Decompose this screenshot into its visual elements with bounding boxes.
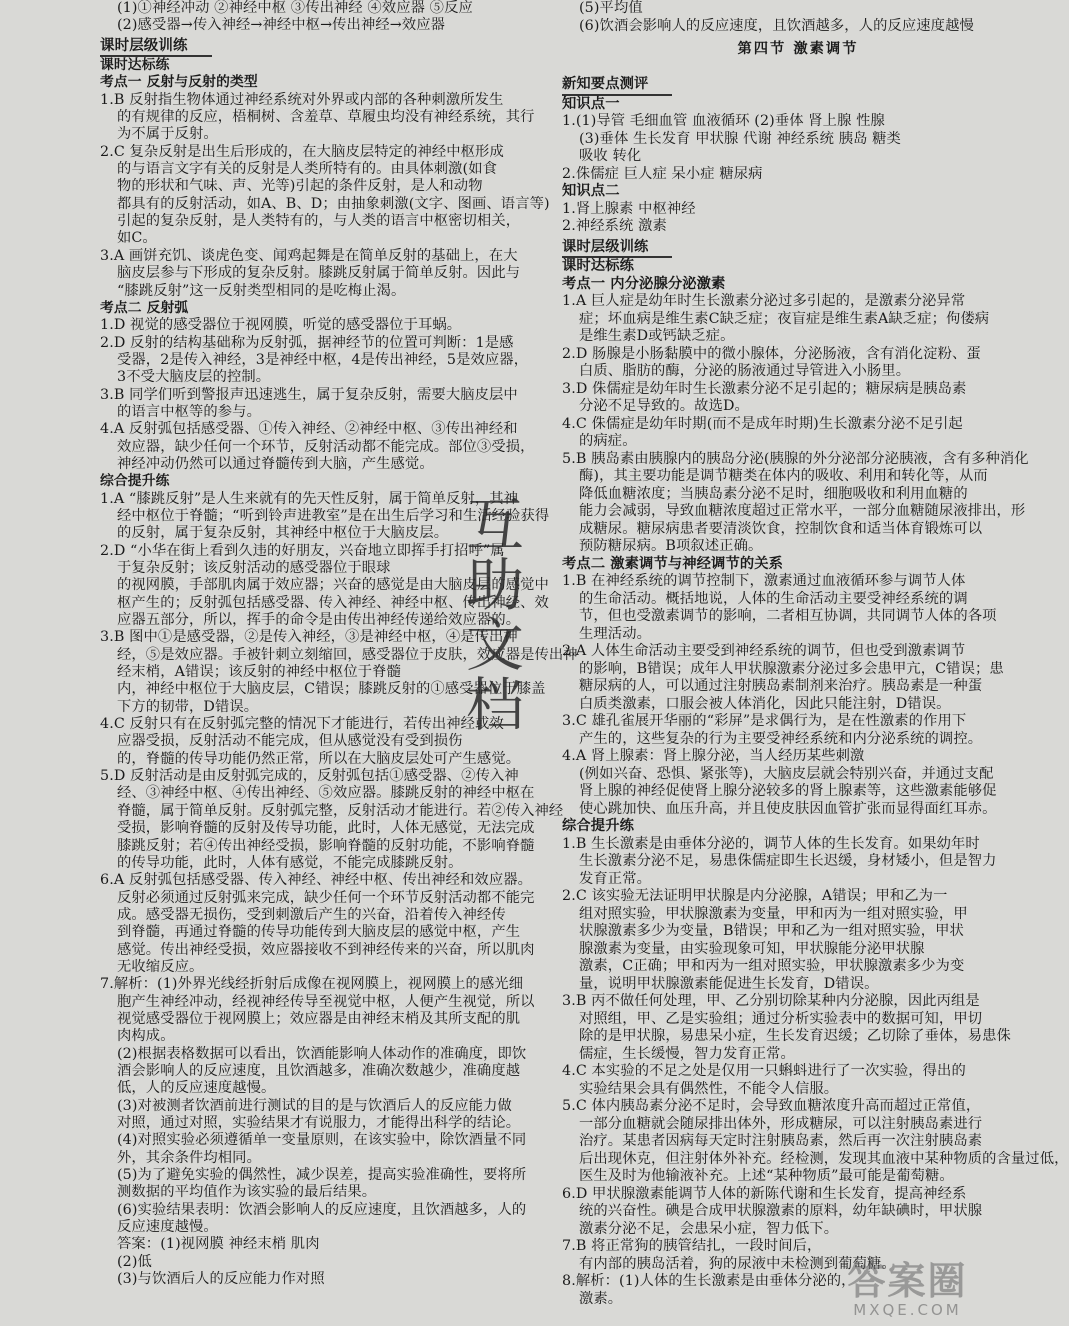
text-line: 使心跳加快、血压升高，并且使皮肤因血管扩张而显得面红耳赤。 xyxy=(579,800,997,817)
text-line: 效应器，缺少任何一个环节，反射活动都不能完成。部位③受损， xyxy=(117,438,535,455)
text-line: 生理活动。 xyxy=(579,625,651,642)
text-line: (3)与饮酒后人的反应能力作对照 xyxy=(117,1271,325,1288)
text-line: 的影响，B错误；成年人甲状腺激素分泌过多会患甲亢，C错误；患 xyxy=(579,660,1004,677)
text-line: 6.A 反射弧包括感受器、传入神经、神经中枢、传出神经和效应器。 xyxy=(100,872,533,889)
text-line: 3.C 雄孔雀展开华丽的“彩屏”是求偶行为，是在性激素的作用下 xyxy=(562,713,967,729)
text-line: 6.D 甲状腺激素能调节人体的新陈代谢和生长发育，提高神经系 xyxy=(562,1185,967,1202)
text-line: 对照组，甲、乙是实验组；通过分析实验表中的数据可知，甲切 xyxy=(579,1010,983,1027)
text-line: 的与语言文字有关的反射是人类所特有的。由具体刺激(如食 xyxy=(117,161,497,178)
text-line: 应器受损，反射活动不能完成，但从感觉没有受到损伤 xyxy=(117,733,463,750)
text-line: 脑皮层参与下形成的复杂反射。膝跳反射属于简单反射。因此与 xyxy=(117,265,521,282)
text-line: 产生的，这些复杂的行为主要受神经系统和内分泌系统的调控。 xyxy=(579,730,983,747)
text-line: 受损，影响脊髓的反射及传导功能，此时，人体无感觉，无法完成 xyxy=(117,820,535,837)
text-line: 的病症。 xyxy=(579,433,637,449)
section-heading: 知识点一 xyxy=(562,95,620,112)
text-line: 的视网膜，手部肌肉属于效应器；兴奋的感觉是由大脑皮层的感觉中 xyxy=(117,577,549,594)
text-line: 测数据的平均值作为该实验的最后结果。 xyxy=(117,1184,377,1201)
text-line: 枢产生的；反射弧包括感受器、传入神经、神经中枢、传出神经、效 xyxy=(117,594,549,611)
text-line: (例如兴奋、恐惧、紧张等)，大脑皮层就会特别兴奋，并通过支配 xyxy=(579,765,994,782)
text-line: 经、③神经中枢、④传出神经、⑤效应器。膝跳反射的神经中枢在 xyxy=(117,785,535,802)
text-line: 激素分泌不足，会患呆小症，智力低下。 xyxy=(579,1220,839,1237)
text-line: 5.C 体内胰岛素分泌不足时，会导致血糖浓度升高而超过正常值， xyxy=(562,1098,981,1114)
text-line: 实验结果会具有偶然性，不能令人信服。 xyxy=(579,1080,839,1097)
text-line: 外，其余条件均相同。 xyxy=(117,1149,261,1166)
text-line: 反应速度越慢。 xyxy=(117,1219,218,1236)
text-line: 1.B 反射指生物体通过神经系统对外界或内部的各种刺激所发生 xyxy=(100,91,504,108)
section-heading: 考点一 反射与反射的类型 xyxy=(100,74,258,91)
text-line: 有内部的胰岛活着，狗的尿液中未检测到葡萄糖。 xyxy=(579,1255,896,1272)
text-line: 4.A 肾上腺素：肾上腺分泌，当人经历某些刺激 xyxy=(562,748,865,764)
text-line: 肾上腺的神经促使肾上腺分泌较多的肾上腺素等，这些激素能够促 xyxy=(579,783,997,799)
logo-url: MXQE.COM xyxy=(853,1301,962,1319)
text-line: (2)感受器→传入神经→神经中枢→传出神经→效应器 xyxy=(117,17,446,34)
text-line: (3)垂体 生长发育 甲状腺 代谢 神经系统 胰岛 糖类 xyxy=(579,130,901,147)
text-line: 无收缩反应。 xyxy=(117,958,204,975)
text-line: 一部分血糖就会随尿排出体外，形成糖尿，可以注射胰岛素进行 xyxy=(579,1115,983,1132)
text-line: 为不属于反射。 xyxy=(117,126,218,143)
text-line: 的语言中枢等的参与。 xyxy=(117,403,261,420)
handwritten-char: 互 xyxy=(465,491,524,559)
text-line: 发育正常。 xyxy=(579,870,651,887)
section-heading: 考点二 反射弧 xyxy=(100,299,189,316)
text-line: 能力会减弱，导致血糖浓度超过正常水平，一部分血糖随尿液排出，形 xyxy=(579,503,1026,519)
text-line: 2.C 该实验无法证明甲状腺是内分泌腺，A错误；甲和乙为一 xyxy=(562,888,948,904)
text-line: 糖尿病的人，可以通过注射胰岛素制剂来治疗。胰岛素是一种蛋 xyxy=(579,678,983,694)
text-line: 胞产生神经冲动，经视神经传导至视觉中枢，人便产生视觉，所以 xyxy=(117,993,535,1010)
text-line: 治疗。某患者因病每天定时注射胰岛素，然后再一次注射胰岛素 xyxy=(579,1133,983,1149)
section-heading: 综合提升练 xyxy=(100,473,170,490)
text-line: “膝跳反射”这一反射类型相同的是吃梅止渴。 xyxy=(117,282,406,299)
text-line: 白质、脂肪的酶，分泌的肠液通过导管进入小肠里。 xyxy=(579,363,911,379)
text-line: 7.解析：(1)外界光线经折射后成像在视网膜上，视网膜上的感光细 xyxy=(100,976,524,993)
text-line: 腺激素为变量，由实验现象可知，甲状腺能分泌甲状腺 xyxy=(579,940,925,957)
text-line: 的生命活动。概括地说，人体的生命活动主要受神经系统的调 xyxy=(579,590,968,607)
text-line: 视觉感受器位于视网膜上；效应器是由神经末梢及其所支配的肌 xyxy=(117,1010,521,1027)
text-line: 1.D 视觉的感受器位于视网膜，听觉的感受器位于耳蜗。 xyxy=(100,317,462,334)
section-heading: 课时达标练 xyxy=(562,258,634,274)
text-line: 内，神经中枢位于大脑皮层，C错误；膝跳反射的①感受器位于膝盖 xyxy=(117,681,546,698)
text-line: 4.C 反射只有在反射弧完整的情况下才能进行，若传出神经或效 xyxy=(100,716,504,733)
section-heading: 综合提升练 xyxy=(562,818,634,834)
text-line: 预防糖尿病。B项叙述正确。 xyxy=(579,538,763,554)
text-line: 4.C 侏儒症是幼年时期(而不是成年时期)生长激素分泌不足引起 xyxy=(562,415,963,432)
text-line: 酶)，其主要功能是调节糖类在体内的吸收、利用和转化等，从而 xyxy=(579,468,988,484)
text-line: 的有规律的反应，梧桐树、含羞草、草履虫均没有神经系统，其行 xyxy=(117,109,535,126)
text-line: 经中枢位于脊髓；“听到铃声进教室”是在出生后学习和生活经验获得 xyxy=(117,507,550,524)
text-line: (6)实验结果表明：饮酒会影响人的反应速度，且饮酒越多，人的 xyxy=(117,1201,527,1218)
text-line: 都具有的反射活动，如A、B、D；由抽象刺激(文字、图画、语言等) xyxy=(117,195,550,212)
text-line: (4)对照实验必须遵循单一变量原则，在该实验中，除饮酒量不同 xyxy=(117,1132,527,1149)
text-line: (2)根据表格数据可以看出，饮酒能影响人体动作的准确度，即饮 xyxy=(117,1045,527,1062)
text-line: 答案：(1)视网膜 神经末梢 肌肉 xyxy=(117,1236,320,1253)
text-line: 医生及时为他输液补充。上述“某种物质”最可能是葡萄糖。 xyxy=(579,1168,954,1184)
text-line: 1.A 巨人症是幼年时生长激素分泌过多引起的，是激素分泌异常 xyxy=(562,293,966,309)
text-line: 经，⑤是效应器。手被针刺立刻缩回，感受器位于皮肤，效应器是传出神 xyxy=(117,646,578,663)
text-line: (5)平均值 xyxy=(579,0,643,16)
text-line: 2.神经系统 激素 xyxy=(562,218,667,234)
section-heading: 新知要点测评 xyxy=(562,76,672,96)
text-line: 3.B 同学们听到警报声迅速逃生，属于复杂反射，需要大脑皮层中 xyxy=(100,386,518,403)
text-line: 8.解析：(1)人体的生长激素是由垂体分泌的， xyxy=(562,1273,856,1289)
text-line: (6)饮酒会影响人的反应速度，且饮酒越多，人的反应速度越慢 xyxy=(579,17,974,34)
text-line: 2.D “小华在街上看到久违的好朋友，兴奋地立即挥手打招呼”属 xyxy=(100,542,505,559)
text-line: 到脊髓，再通过脊髓的传导功能传到大脑皮层的感觉中枢，产生 xyxy=(117,924,521,941)
text-line: 3.B 图中①是感受器，②是传入神经，③是神经中枢，④是传出神 xyxy=(100,629,518,646)
text-line: 后出现休克，但注射体外补充。经检测，发现其血液中某种物质的含量过低， xyxy=(579,1150,1069,1167)
section-heading: 课时达标练 xyxy=(100,57,170,74)
text-line: 2.D 肠腺是小肠黏膜中的微小腺体，分泌肠液，含有消化淀粉、蛋 xyxy=(562,345,981,362)
section-heading: 知识点二 xyxy=(562,183,620,199)
text-line: (2)低 xyxy=(117,1253,152,1270)
text-line: 酒会影响人的反应速度，且饮酒越多，准确次数越少，准确度越 xyxy=(117,1062,521,1079)
text-line: 2.侏儒症 巨人症 呆小症 糖尿病 xyxy=(562,165,763,182)
text-line: 白质类激素，口服会被人体消化，因此只能注射，D错误。 xyxy=(579,695,951,712)
text-line: 肉构成。 xyxy=(117,1028,175,1045)
section-heading: 课时层级训练 xyxy=(562,239,672,259)
section-heading: 考点二 激素调节与神经调节的关系 xyxy=(562,555,784,572)
text-line: 4.A 反射弧包括感受器、①传入神经、②神经中枢、③传出神经和 xyxy=(100,421,518,438)
text-line: 神经冲动仍然可以通过脊髓传到大脑，产生感觉。 xyxy=(117,455,434,472)
text-line: 成糖尿。糖尿病患者要清淡饮食，控制饮食和适当体育锻炼可以 xyxy=(579,520,983,537)
text-line: 2.A 人体生命活动主要受到神经系统的调节，但也受到激素调节 xyxy=(562,643,966,659)
text-line: 3.D 侏儒症是幼年时生长激素分泌不足引起的；糖尿病是胰岛素 xyxy=(562,380,967,397)
handwritten-char: 文 xyxy=(465,611,524,679)
text-line: 受器，2是传入神经，3是神经中枢，4是传出神经，5是效应器， xyxy=(117,351,529,368)
text-line: 引起的复杂反射，是人类特有的，与人类的语言中枢密切相关， xyxy=(117,213,521,230)
text-line: 的反射，属于复杂反射，其神经中枢位于大脑皮层。 xyxy=(117,525,449,542)
text-line: 分泌不足导致的。故选D。 xyxy=(579,398,749,414)
text-line: 3.B 丙不做任何处理，甲、乙分别切除某种内分泌腺，因此丙组是 xyxy=(562,993,980,1009)
text-line: 低，人的反应速度越慢。 xyxy=(117,1080,276,1097)
text-line: 脊髓，属于简单反射。反射弧完整，反射活动才能进行。若②传入神经 xyxy=(117,802,564,819)
section-heading: 第四节 激素调节 xyxy=(737,41,859,57)
handwritten-char: 助 xyxy=(465,551,524,619)
text-line: 物的形状和气味、声、光等)引起的条件反射，是人和动物 xyxy=(117,178,483,195)
text-line: (3)对被测者饮酒前进行测试的目的是与饮酒后人的反应能力做 xyxy=(117,1097,512,1114)
text-line: 症；坏血病是维生素C缺乏症；夜盲症是维生素A缺乏症；佝偻病 xyxy=(579,310,990,327)
text-line: 1.B 在神经系统的调节控制下，激素通过血液循环参与调节人体 xyxy=(562,573,966,589)
text-line: 儒症，生长缓慢，智力发育正常。 xyxy=(579,1045,795,1062)
text-line: 1.肾上腺素 中枢神经 xyxy=(562,200,696,217)
text-line: 组对照实验，甲状腺激素为变量，甲和丙为一组对照实验，甲 xyxy=(579,905,968,922)
text-line: 激素。 xyxy=(579,1290,623,1307)
text-line: 反射必须通过反射弧来完成，缺少任何一个环节反射活动都不能完 xyxy=(117,889,535,906)
text-line: 对照，通过对照，实验结果才有说服力，才能得出科学的结论。 xyxy=(117,1115,521,1131)
text-line: 降低血糖浓度；当胰岛素分泌不足时，细胞吸收和利用血糖的 xyxy=(579,485,968,502)
text-line: 激素，C正确；甲和丙为一组对照实验，甲状腺激素多少为变 xyxy=(579,958,965,974)
text-line: (5)为了避免实验的偶然性，减少误差，提高实验准确性，要将所 xyxy=(117,1167,527,1184)
text-line: 1.(1)导管 毛细血管 血液循环 (2)垂体 肾上腺 性腺 xyxy=(562,113,885,129)
text-line: 下方的韧带，D错误。 xyxy=(117,698,259,715)
text-line: (1)①神经冲动 ②神经中枢 ③传出神经 ④效应器 ⑤反应 xyxy=(117,0,473,16)
text-line: 4.C 本实验的不足之处是仅用一只蝌蚪进行了一次实验，得出的 xyxy=(562,1063,966,1079)
text-line: 1.B 生长激素是由垂体分泌的，调节人体的生长发育。如果幼年时 xyxy=(562,835,980,852)
text-line: 膝跳反射；若④传出神经受损，影响脊髓的反射功能，不影响脊髓 xyxy=(117,837,535,854)
text-line: 节，但也受激素调节的影响，二者相互协调，共同调节人体的各项 xyxy=(579,608,997,624)
text-line: 1.A “膝跳反射”是人生来就有的先天性反射，属于简单反射，其神 xyxy=(100,490,519,507)
text-line: 状腺激素多少为变量，B错误；甲和乙为一组对照实验，甲状 xyxy=(579,923,964,939)
text-line: 经末梢，A错误；该反射的神经中枢位于脊髓 xyxy=(117,664,401,681)
text-line: 感觉。传出神经受损，效应器接收不到神经传来的兴奋，所以肌肉 xyxy=(117,941,535,958)
text-line: 3不受大脑皮层的控制。 xyxy=(117,369,271,386)
text-line: 5.D 反射活动是由反射弧完成的，反射弧包括①感受器、②传入神 xyxy=(100,768,519,785)
text-line: 2.C 复杂反射是出生后形成的，在大脑皮层特定的神经中枢形成 xyxy=(100,143,504,160)
handwritten-char: 档 xyxy=(465,671,524,739)
section-heading: 课时层级训练 xyxy=(100,38,212,57)
text-line: 的，脊髓的传导功能仍然正常，所以在大脑皮层处可产生感觉。 xyxy=(117,750,521,767)
text-line: 吸收 转化 xyxy=(579,148,642,164)
text-line: 2.D 反射的结构基础称为反射弧，据神经节的位置可判断：1是感 xyxy=(100,334,514,351)
text-line: 于复杂反射；该反射活动的感受器位于眼球 xyxy=(117,560,391,576)
text-line: 是维生素D或钙缺乏症。 xyxy=(579,328,735,344)
logo-text: 答案圈 xyxy=(847,1259,968,1303)
text-line: 统的兴奋性。碘是合成甲状腺激素的原料，幼年缺碘时，甲状腺 xyxy=(579,1203,983,1219)
left-column xyxy=(100,0,578,1326)
text-line: 成。感受器无损伤，受到刺激后产生的兴奋，沿着传入神经传 xyxy=(117,906,506,923)
text-line: 除的是甲状腺，易患呆小症，生长发育迟缓；乙切除了垂体，易患侏 xyxy=(579,1028,1011,1044)
text-line: 7.B 将正常狗的胰管结扎，一段时间后， xyxy=(562,1238,822,1254)
text-line: 3.A 画饼充饥、谈虎色变、闻鸡起舞是在简单反射的基础上，在大 xyxy=(100,247,518,264)
text-line: 如C。 xyxy=(117,230,157,247)
text-line: 生长激素分泌不足，易患侏儒症即生长迟缓，身材矮小，但是智力 xyxy=(579,853,997,869)
text-line: 5.B 胰岛素由胰腺内的胰岛分泌(胰腺的外分泌部分泌胰液，含有多种消化 xyxy=(562,450,1029,467)
section-heading: 考点一 内分泌腺分泌激素 xyxy=(562,275,726,292)
text-line: 应器五部分，所以，挥手的命令是由传出神经传递给效应器的。 xyxy=(117,612,521,629)
text-line: 量，说明甲状腺激素能促进生长发育，D错误。 xyxy=(579,975,879,992)
text-line: 的传导功能，此时，人体有感觉，不能完成膝跳反射。 xyxy=(117,854,463,871)
right-column xyxy=(562,0,1069,1326)
